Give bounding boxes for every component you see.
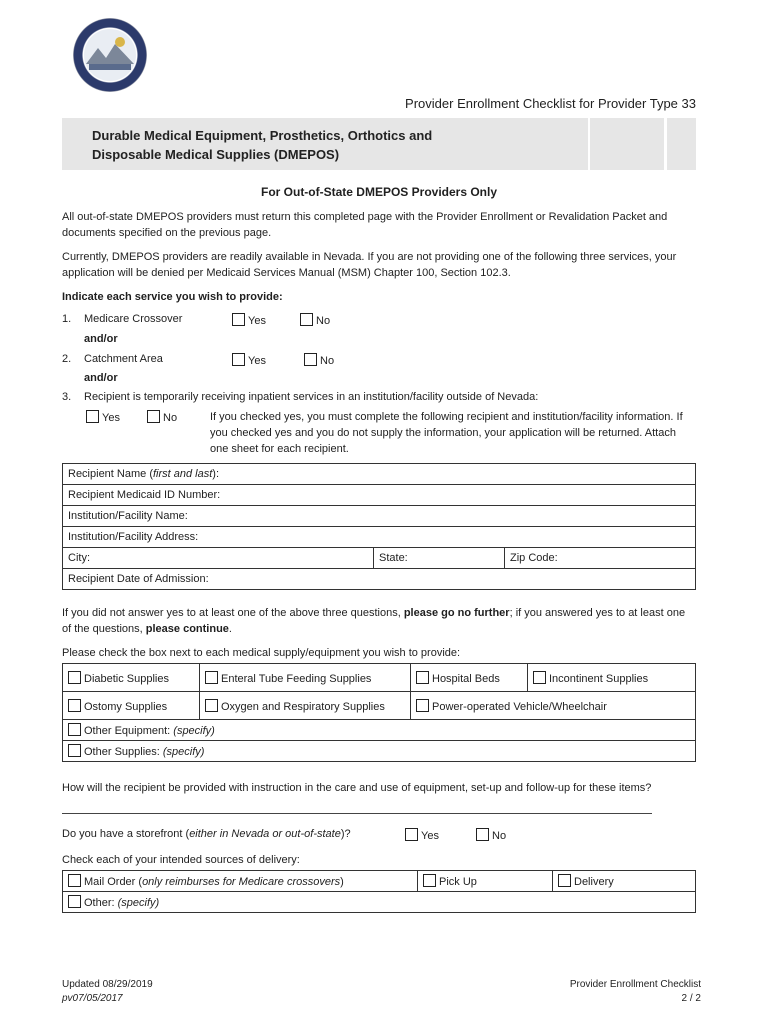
admission-date-field[interactable]: Recipient Date of Admission: <box>63 569 696 590</box>
q1-yes-option[interactable]: Yes <box>232 313 266 327</box>
other-delivery-checkbox[interactable] <box>68 895 81 908</box>
supplies-table <box>62 663 696 762</box>
instruction-question: How will the recipient be provided with instruction in the care and use of equipment, set-up and follow-up for these items? <box>62 782 652 794</box>
footer-right <box>480 978 701 1006</box>
delivery-instruction: Check each of your intended sources of delivery: <box>62 854 300 866</box>
warning-paragraph: Currently, DMEPOS providers are readily available in Nevada. If you are not providing one of the following three services, your application will be denied per Medicaid Services Manual (MSM) Chapter 100, Section 102.3. <box>62 251 677 279</box>
other-supplies-checkbox[interactable] <box>68 744 81 757</box>
q3-yes-option[interactable]: Yes <box>86 410 120 424</box>
storefront-yes-checkbox[interactable] <box>405 828 418 841</box>
storefront-no-option[interactable]: No <box>476 828 506 842</box>
continue-instruction: If you did not answer yes to at least one of the above three questions, please go no further; if you answered yes to at least one of the questions, please continue. <box>62 607 686 635</box>
power-vehicle-option[interactable]: Power-operated Vehicle/Wheelchair <box>411 692 696 720</box>
recipient-medicaid-id-field[interactable]: Recipient Medicaid ID Number: <box>63 485 696 506</box>
storefront-no-checkbox[interactable] <box>476 828 489 841</box>
banner-side-block <box>667 118 696 170</box>
footer-left <box>62 978 153 1006</box>
version-date: pv07/05/2017 <box>62 993 123 1004</box>
q3-number: 3. <box>62 391 72 403</box>
mail-order-checkbox[interactable] <box>68 874 81 887</box>
q3-no-option[interactable]: No <box>147 410 177 424</box>
q2-yes-option[interactable]: Yes <box>232 353 266 367</box>
section-subtitle: For Out-of-State DMEPOS Providers Only <box>260 185 498 199</box>
pick-up-checkbox[interactable] <box>423 874 436 887</box>
q1-number: 1. <box>62 313 72 325</box>
andor-label: and/or <box>84 333 118 345</box>
banner-title: Durable Medical Equipment, Prosthetics, Orthotics and Disposable Medical Supplies (DMEPOS) <box>92 128 433 162</box>
hospital-beds-checkbox[interactable] <box>416 671 429 684</box>
q2-number: 2. <box>62 353 72 365</box>
other-delivery-option[interactable]: Other: (specify) <box>63 892 696 913</box>
nevada-seal-logo <box>73 18 147 92</box>
facility-address-field[interactable]: Institution/Facility Address: <box>63 527 696 548</box>
q2-yes-checkbox[interactable] <box>232 353 245 366</box>
delivery-checkbox[interactable] <box>558 874 571 887</box>
power-vehicle-checkbox[interactable] <box>416 699 429 712</box>
hospital-beds-option[interactable]: Hospital Beds <box>411 664 528 692</box>
other-supplies-option[interactable]: Other Supplies: (specify) <box>63 741 696 762</box>
enteral-checkbox[interactable] <box>205 671 218 684</box>
state-field[interactable]: State: <box>374 548 505 569</box>
oxygen-supplies-option[interactable]: Oxygen and Respiratory Supplies <box>200 692 411 720</box>
incontinent-supplies-option[interactable]: Incontinent Supplies <box>528 664 696 692</box>
q1-label: Medicare Crossover <box>84 313 183 325</box>
diabetic-checkbox[interactable] <box>68 671 81 684</box>
q3-note: If you checked yes, you must complete the following recipient and institution/facility information. If you checked yes and you do not supply the information, your application will be returned. Attach one sheet for each recipient. <box>210 411 683 455</box>
storefront-yes-option[interactable]: Yes <box>405 828 439 842</box>
zip-code-field[interactable]: Zip Code: <box>505 548 696 569</box>
q1-no-checkbox[interactable] <box>300 313 313 326</box>
diabetic-supplies-option[interactable]: Diabetic Supplies <box>63 664 200 692</box>
city-field[interactable]: City: <box>63 548 374 569</box>
enteral-supplies-option[interactable]: Enteral Tube Feeding Supplies <box>200 664 411 692</box>
other-equipment-checkbox[interactable] <box>68 723 81 736</box>
supplies-instruction: Please check the box next to each medical supply/equipment you wish to provide: <box>62 647 461 659</box>
q3-no-checkbox[interactable] <box>147 410 160 423</box>
ostomy-checkbox[interactable] <box>68 699 81 712</box>
q1-no-option[interactable]: No <box>300 313 330 327</box>
footer-document-name: Provider Enrollment Checklist <box>569 979 701 990</box>
storefront-question: Do you have a storefront (either in Nevada or out-of-state)? <box>62 828 351 840</box>
delivery-option[interactable]: Delivery <box>553 871 696 892</box>
facility-name-field[interactable]: Institution/Facility Name: <box>63 506 696 527</box>
oxygen-checkbox[interactable] <box>205 699 218 712</box>
q2-no-checkbox[interactable] <box>304 353 317 366</box>
q3-label: Recipient is temporarily receiving inpatient services in an institution/facility outside of Nevada: <box>84 391 539 403</box>
updated-date: Updated 08/29/2019 <box>62 979 153 990</box>
intro-paragraph: All out-of-state DMEPOS providers must return this completed page with the Provider Enrollment or Revalidation Packet and documents specified on the previous page. <box>62 211 668 239</box>
incontinent-checkbox[interactable] <box>533 671 546 684</box>
recipient-name-field[interactable]: Recipient Name (first and last): <box>63 464 696 485</box>
delivery-table <box>62 870 696 913</box>
banner-side-block <box>590 118 664 170</box>
instruction-answer-line[interactable] <box>62 813 652 814</box>
q1-yes-checkbox[interactable] <box>232 313 245 326</box>
page-title: Provider Enrollment Checklist for Provider Type 33 <box>405 96 696 111</box>
seal-emblem-icon <box>73 18 147 92</box>
mail-order-option[interactable]: Mail Order (only reimburses for Medicare crossovers) <box>63 871 418 892</box>
andor-label: and/or <box>84 372 118 384</box>
other-equipment-option[interactable]: Other Equipment: (specify) <box>63 720 696 741</box>
page-number: 2 / 2 <box>681 993 701 1004</box>
q3-yes-checkbox[interactable] <box>86 410 99 423</box>
pick-up-option[interactable]: Pick Up <box>418 871 553 892</box>
recipient-info-table <box>62 463 696 590</box>
q2-label: Catchment Area <box>84 353 163 365</box>
indicate-heading: Indicate each service you wish to provide: <box>62 291 283 303</box>
q2-no-option[interactable]: No <box>304 353 334 367</box>
ostomy-supplies-option[interactable]: Ostomy Supplies <box>63 692 200 720</box>
